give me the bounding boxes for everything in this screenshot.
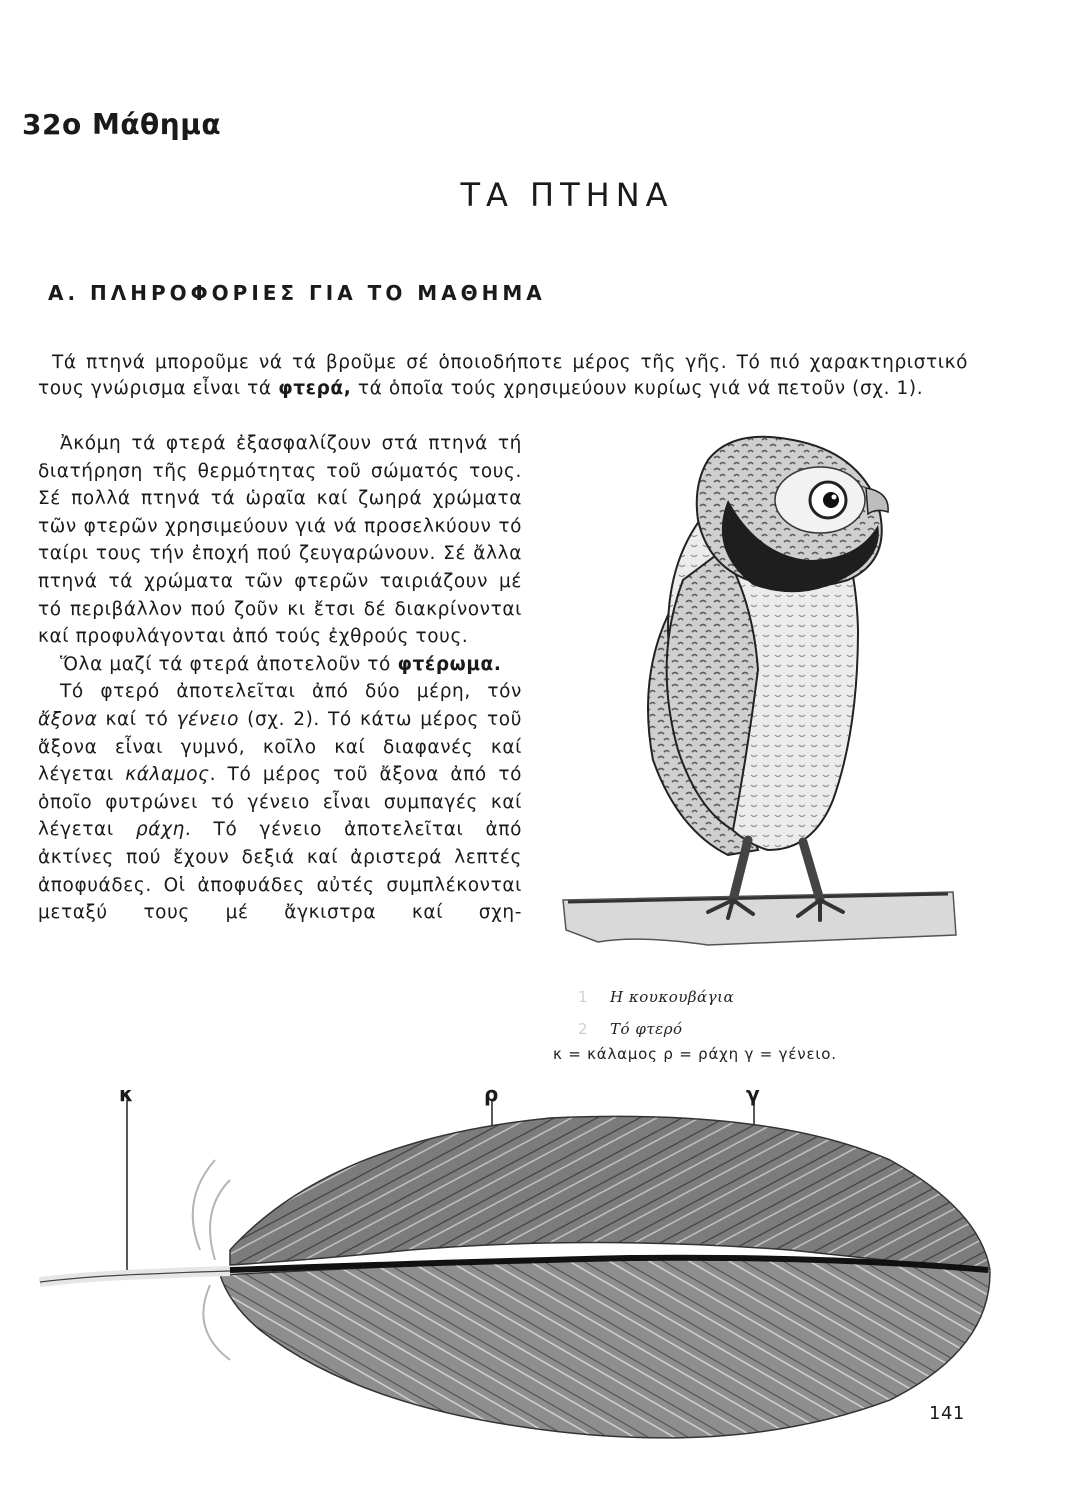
term-calamus: κάλαμος [125,764,210,786]
feather-label-rachis: ρ [484,1082,499,1106]
intro-paragraph [38,350,968,402]
owl-illustration [558,430,958,970]
page-title: ΤΑ ΠΤΗΝΑ [460,176,674,214]
term-axis: ἄξονα [38,708,98,730]
feather-legend: κ = κάλαμος ρ = ράχη γ = γένειο. [553,1045,837,1063]
caption-owl [578,988,734,1006]
section-heading: Α. ΠΛΗΡΟΦΟΡΙΕΣ ΓΙΑ ΤΟ ΜΑΘΗΜΑ [48,281,546,305]
caption-feather-number: 2 [578,1020,589,1038]
plumage-bold-term: φτέρωμα. [397,653,502,675]
feather-illustration [30,1100,1030,1470]
caption-feather [578,1020,683,1038]
feather-label-vane: γ [746,1082,760,1106]
feather-text-5: . Τό γένειο ἀποτελεῖται ἀπό ἀκτίνες πού ἔχουν δεξιά καί ἀριστερά λεπτές ἀποφυάδες. Οἱ ἀποφυάδες αὐτές συμπλέκονται μεταξύ τους μέ ἄγκιστρα καί σχη- [38,819,523,924]
term-rachis: ράχη [135,819,185,841]
caption-owl-text: Η κουκουβάγια [610,988,735,1006]
caption-owl-number: 1 [578,988,589,1006]
paragraph-plumage [38,651,522,679]
intro-text-a: Τά πτηνά μποροῦμε νά τά βροῦμε σέ ὁποιοδήποτε μέρος τῆς γῆς. Τό πιό χαρακτηριστικό τους γνώρισμα εἶναι τά [38,352,968,399]
plumage-text: Ὅλα μαζί τά φτερά ἀποτελοῦν τό [60,653,398,675]
feather-text-2: καί τό [97,708,177,730]
feather-text-1: Τό φτερό ἀποτελεῖται ἀπό δύο μέρη, τόν [60,681,522,703]
text-column [38,430,522,927]
paragraph-feather-parts [38,678,522,926]
feather-text-4: . Τό μέρος τοῦ ἄξονα ἀπό τό ὁποῖο φυτρώνει τό γένειο εἶναι συμπαγές καί λέγεται [38,764,522,841]
paragraph-insulation-colors: Ἀκόμη τά φτερά ἐξασφαλίζουν στά πτηνά τή διατήρηση τῆς θερμότητας τοῦ σώματός τους. Σέ πολλά πτηνά τά ὡραῖα καί ζωηρά χρώματα τῶν φτερῶν χρησιμεύουν γιά νά προσελκύουν τό ταίρι τους τήν ἐποχή πού ζευγαρώνουν. Σέ ἄλλα πτηνά τά χρώματα τῶν φτερῶν ταιριάζουν μέ τό περιβάλλον πού ζοῦν κι ἔτσι δέ διακρίνονται καί προφυλάγονται ἀπό τούς ἐχθρούς τους. [38,433,522,648]
feather-label-calamus: κ [119,1082,134,1106]
term-vane: γένειο [176,708,240,730]
intro-text-b: τά ὁποῖα τούς χρησιμεύουν κυρίως γιά νά πετοῦν (σχ. 1). [351,378,924,399]
caption-feather-text: Τό φτερό [610,1020,683,1038]
page-number: 141 [929,1403,965,1424]
lesson-label: 32ο Μάθημα [22,108,222,141]
intro-bold-term: φτερά, [278,378,352,399]
feather-text-3: (σχ. 2). Τό κάτω μέρος τοῦ ἄξονα εἶναι γυμνό, κοῖλο καί διαφανές καί λέγεται [38,708,523,786]
